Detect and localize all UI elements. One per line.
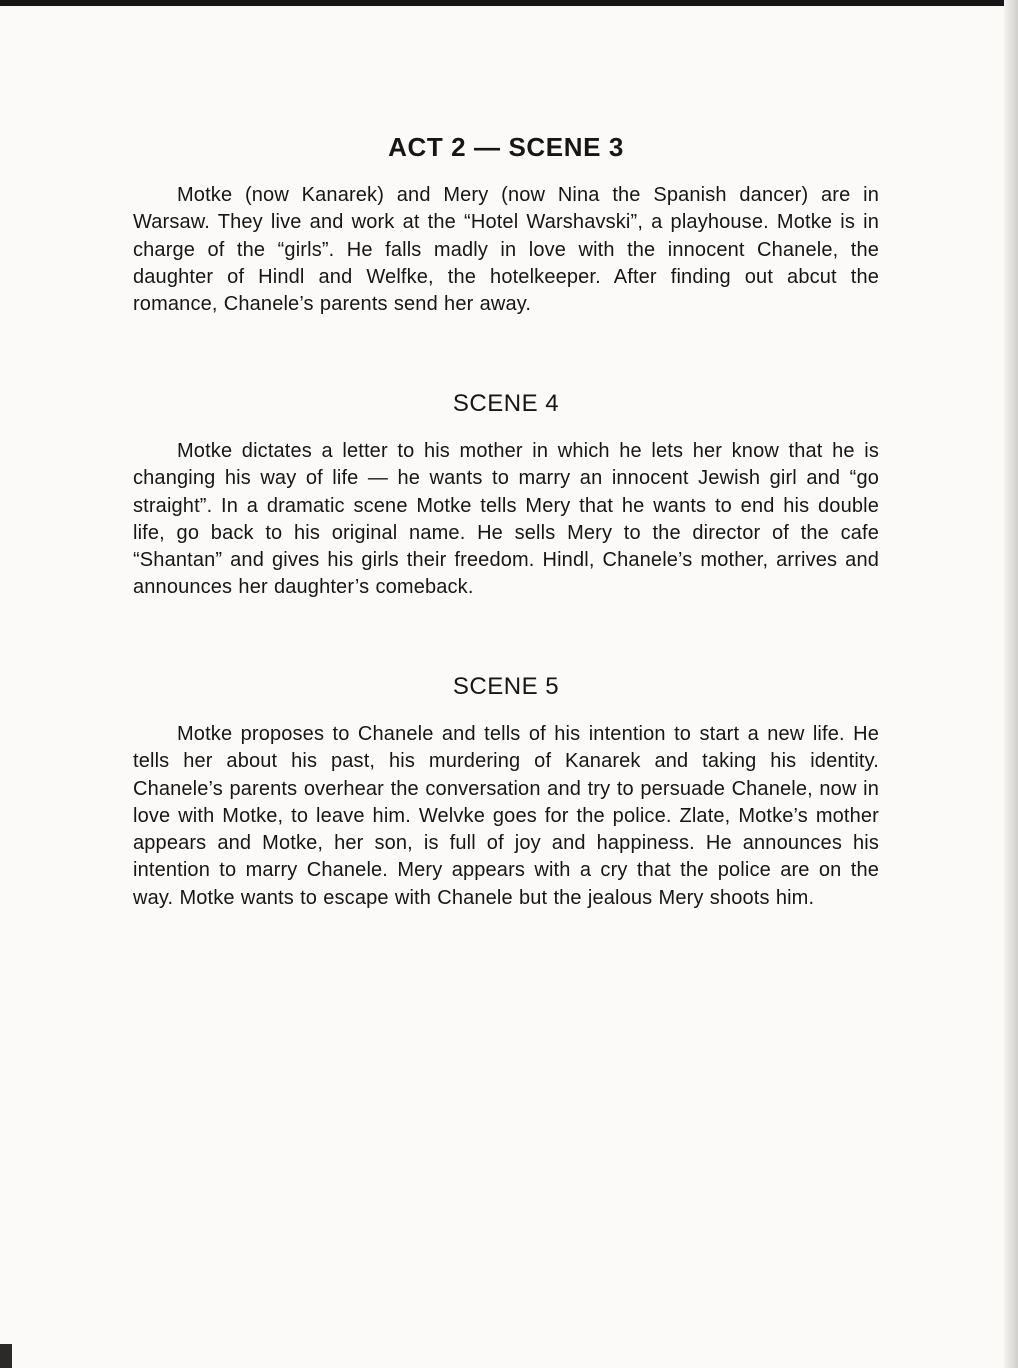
scene5-heading: SCENE 5 <box>452 673 560 700</box>
scene5-paragraph: Motke proposes to Chanele and tells of his intention to start a new life. He tells her about his past, his murdering of Kanarek and taking his identity. Chanele’s parents overhear the conversation and try to persuade Chanele, now in love with Motke, to leave him. Welvke goes for the police. Zlate, Motke’s mother appears and Motke, her son, is full of joy and happiness. He announces his intention to marry Chanele. Mery appears with a cry that the police are on the way. Motke wants to escape with Chanele but the jealous Mery shoots him. <box>133 723 879 909</box>
act2-scene3-paragraph: Motke (now Kanarek) and Mery (now Nina the Spanish dancer) are in Warsaw. They live and work at the “Hotel Warshavski”, a playhouse. Motke is in charge of the “girls”. He falls madly in love with the innocent Chanele, the daughter of Hindl and Welfke, the hotelkeeper. After finding out abcut the romance, Chanele’s parents send her away. <box>133 184 879 316</box>
act2-scene3-heading: ACT 2 — SCENE 3 <box>388 132 624 162</box>
scene4-paragraph: Motke dictates a letter to his mother in which he lets her know that he is changing his way of life — he wants to marry an innocent Jewish girl and “go straight”. In a dramatic scene Motke tells Mery that he wants to end his double life, go back to his original name. He sells Mery to the director of the cafe “Shantan” and gives his girls their freedom. Hindl, Chanele’s mother, arrives and announces her daughter’s comeback. <box>133 440 879 599</box>
scene4-heading: SCENE 4 <box>452 390 560 417</box>
